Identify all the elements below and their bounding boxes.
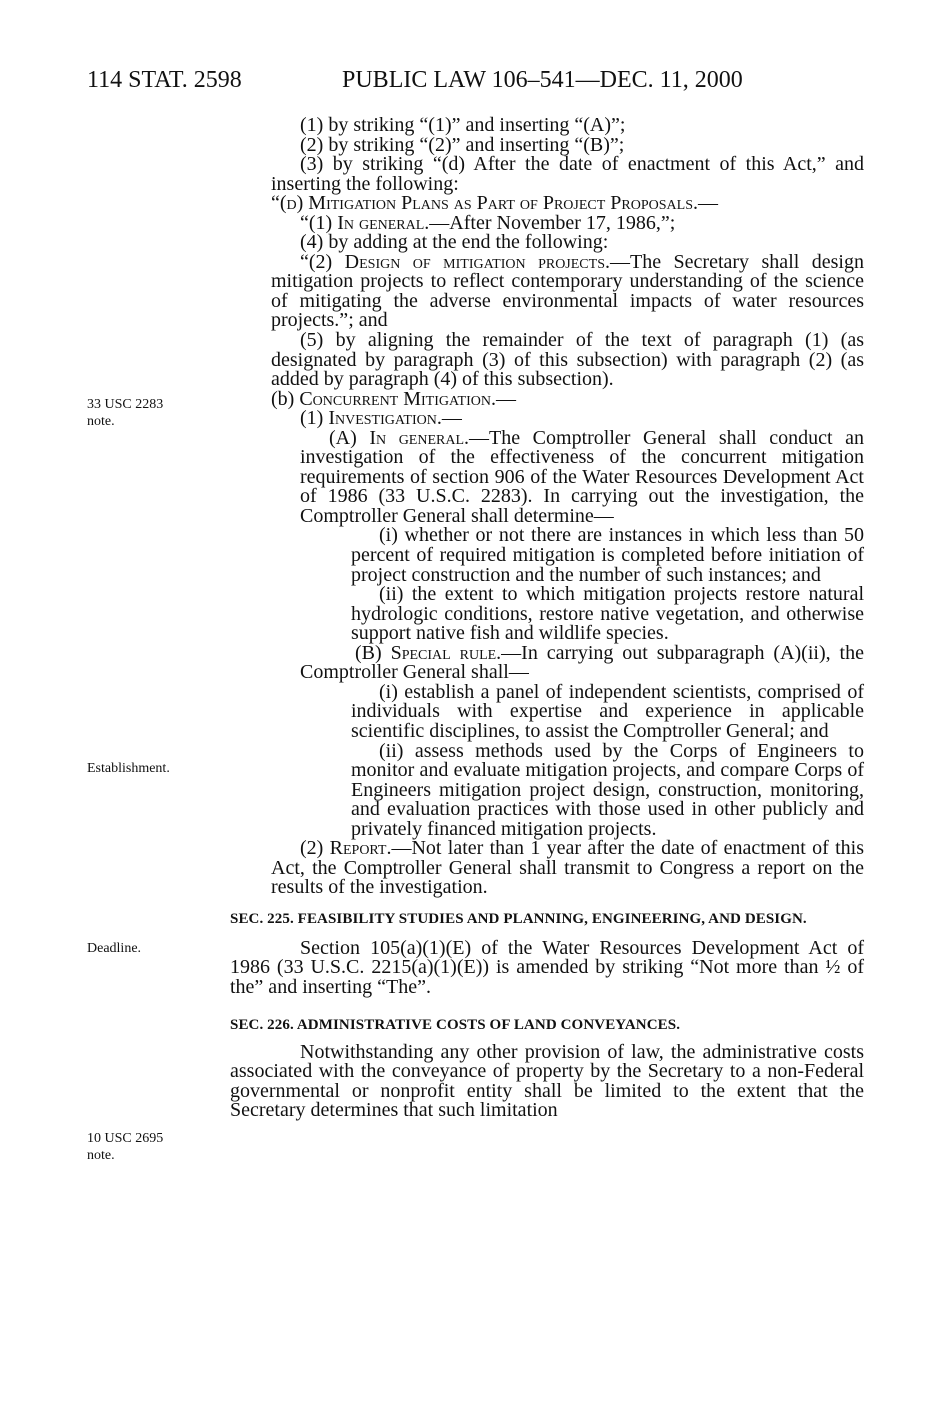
paragraph: (5) by aligning the remainder of the text of paragraph (1) (as designated by paragraph (3) of this subsection) with paragraph (2) (as added by paragraph (4) of this subsection). bbox=[271, 329, 864, 391]
paragraph: (3) by striking “(d) After the date of enactment of this Act,” and inserting the following: bbox=[271, 153, 864, 195]
clause: (ii) assess methods used by the Corps of Engineers to monitor and evaluate mitigation projects, and compare Corps of Engineers mitigation project design, construction, monitoring, and evaluation practices with those used in other publicly and privately financed mitigation projects. bbox=[351, 739, 864, 840]
paragraph: (1) by striking “(1)” and inserting “(A)”; bbox=[300, 114, 626, 136]
statute-text bbox=[230, 114, 864, 1122]
running-header: PUBLIC LAW 106–541—DEC. 11, 2000 bbox=[342, 67, 743, 93]
subparagraph: (B) Special rule.—In carrying out subparagraph (A)(ii), the Comptroller General shall— bbox=[300, 641, 864, 684]
section-heading-226: SEC. 226. ADMINISTRATIVE COSTS OF LAND CONVEYANCES. bbox=[230, 1016, 681, 1033]
paragraph-heading: (1) Investigation.— bbox=[300, 407, 462, 430]
margin-note-deadline: Deadline. bbox=[87, 941, 142, 956]
section-text-226: Notwithstanding any other provision of law, the administrative costs associated with the conveyance of property by the Secretary to a non-Federal governmental or nonprofit entity shall be limited to the extent that the Secretary determines that such limitation bbox=[230, 1040, 864, 1122]
paragraph: (4) by adding at the end the following: bbox=[300, 231, 609, 254]
margin-note-usc-2283: 33 USC 2283 note. bbox=[87, 397, 164, 429]
section-heading-225: SEC. 225. FEASIBILITY STUDIES AND PLANNING, ENGINEERING, AND DESIGN. bbox=[230, 910, 807, 927]
clause: (i) establish a panel of independent scientists, comprised of individuals with expertise and experience in applicable scientific disciplines, to assist the Comptroller General; and bbox=[351, 680, 864, 742]
paragraph: (2) Report.—Not later than 1 year after the date of enactment of this Act, the Comptroller General shall transmit to Congress a report on the results of the investigation. bbox=[271, 837, 864, 899]
subsection-heading: (b) Concurrent Mitigation.— bbox=[271, 387, 516, 410]
page-number: 114 STAT. 2598 bbox=[87, 67, 242, 93]
margin-note-usc-2695: 10 USC 2695 note. bbox=[87, 1131, 164, 1163]
clause: (i) whether or not there are instances in which less than 50 percent of required mitigation is completed before initiation of project construction and the number of such instances; and bbox=[351, 524, 864, 586]
section-text-225: Section 105(a)(1)(E) of the Water Resources Development Act of 1986 (33 U.S.C. 2215(a)(1)(E)) is amended by striking “Not more than ½ of the” and inserting “The”. bbox=[230, 936, 864, 998]
paragraph: “(2) Design of mitigation projects.—The Secretary shall design mitigation projects to reflect contemporary understanding of the science of mitigating the adverse environmental impacts of water resources projects.”; and bbox=[271, 250, 864, 332]
paragraph: (2) by striking “(2)” and inserting “(B)”; bbox=[300, 133, 625, 156]
margin-note-establishment: Establishment. bbox=[87, 761, 170, 776]
clause: (ii) the extent to which mitigation projects restore natural hydrologic conditions, restore native vegetation, and otherwise support native fish and wildlife species. bbox=[351, 583, 864, 645]
subsection-heading: “(d) Mitigation Plans as Part of Project Proposals.— bbox=[271, 192, 718, 215]
subparagraph: (A) In general.—The Comptroller General shall conduct an investigation of the effectiveness of the concurrent mitigation requirements of section 906 of the Water Resources Development Act of 1986 (33 U.S.C. 2283). In carrying out the investigation, the Comptroller General shall determine— bbox=[300, 426, 864, 527]
paragraph: “(1) In general.—After November 17, 1986,”; bbox=[300, 211, 676, 234]
